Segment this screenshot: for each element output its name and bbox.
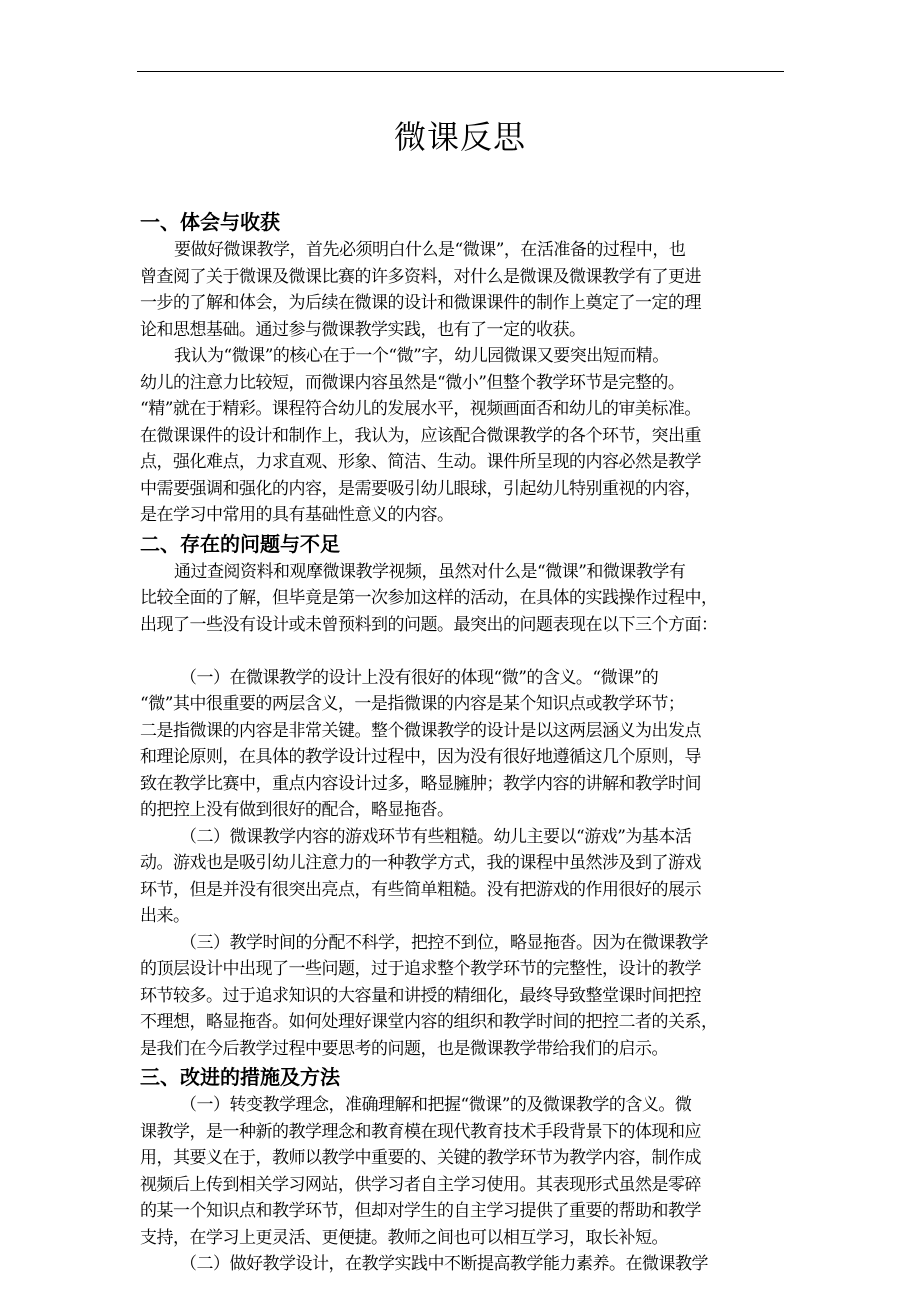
paragraph-line: 二是指微课的内容是非常关键。整个微课教学的设计是以这两层涵义为出发点 xyxy=(140,720,701,741)
paragraph-line: 致在教学比赛中，重点内容设计过多，略显臃肿；教学内容的讲解和教学时间 xyxy=(140,773,701,794)
paragraph-line: 的某一个知识点和教学环节，但却对学生的自主学习提供了重要的帮助和教学 xyxy=(140,1201,701,1221)
paragraph-line: （二）微课教学内容的游戏环节有些粗糙。幼儿主要以“游戏”为基本活 xyxy=(180,826,692,847)
paragraph-line: “微”其中很重要的两层含义，一是指微课的内容是某个知识点或教学环节； xyxy=(140,694,685,714)
paragraph-line: （三）教学时间的分配不科学，把控不到位，略显拖沓。因为在微课教学 xyxy=(180,932,708,953)
paragraph-line: 的把控上没有做到很好的配合，略显拖沓。 xyxy=(140,800,454,820)
paragraph-line: 幼儿的注意力比较短，而微课内容虽然是“微小”但整个教学环节是完整的。 xyxy=(140,372,685,393)
paragraph-line: 通过查阅资料和观摩微课教学视频，虽然对什么是“微课”和微课教学有 xyxy=(174,561,686,582)
paragraph-line: 我认为“微课”的核心在于一个“微”字，幼儿园微课又要突出短而精。 xyxy=(174,346,669,366)
paragraph-line: 要做好微课教学，首先必须明白什么是“微课”，在活准备的过程中，也 xyxy=(174,240,686,260)
paragraph-line: 点，强化难点，力求直观、形象、简洁、生动。课件所呈现的内容必然是教学 xyxy=(140,452,701,472)
paragraph-line: 的顶层设计中出现了一些问题，过于追求整个教学环节的完整性，设计的教学 xyxy=(140,959,701,979)
paragraph-line: 论和思想基础。通过参与微课教学实践，也有了一定的收获。 xyxy=(140,319,586,340)
paragraph-line: （二）做好教学设计，在教学实践中不断提高教学能力素养。在微课教学 xyxy=(180,1254,708,1274)
paragraph-line: 在微课课件的设计和制作上，我认为，应该配合微课教学的各个环节，突出重 xyxy=(140,425,701,446)
paragraph-line: 出现了一些没有设计或未曾预料到的问题。最突出的问题表现在以下三个方面： xyxy=(140,614,718,635)
paragraph-line: （一）转变教学理念，准确理解和把握“微课”的及微课教学的含义。微 xyxy=(180,1095,692,1115)
paragraph-line: 课教学，是一种新的教学理念和教育模在现代教育技术手段背景下的体现和应 xyxy=(140,1121,701,1142)
paragraph-line: 比较全面的了解，但毕竟是第一次参加这样的活动，在具体的实践操作过程中， xyxy=(140,588,718,608)
paragraph-line: 中需要强调和强化的内容，是需要吸引幼儿眼球，引起幼儿特别重视的内容， xyxy=(140,478,701,499)
paragraph-line: 动。游戏也是吸引幼儿注意力的一种教学方式，我的课程中虽然涉及到了游戏 xyxy=(140,853,701,873)
paragraph-line: 环节，但是并没有很突出亮点，有些简单粗糙。没有把游戏的作用很好的展示 xyxy=(140,879,701,900)
paragraph-line: “精”就在于精彩。课程符合幼儿的发展水平，视频画面否和幼儿的审美标准。 xyxy=(140,399,701,419)
paragraph-line: 不理想，略显拖沓。如何处理好课堂内容的组织和教学时间的把控二者的关系， xyxy=(140,1012,718,1032)
document-title: 微课反思 xyxy=(393,118,526,156)
header-rule xyxy=(137,71,784,72)
section-heading: 三、改进的措施及方法 xyxy=(140,1065,340,1089)
paragraph-line: 是我们在今后教学过程中要思考的问题，也是微课教学带给我们的启示。 xyxy=(140,1038,668,1059)
paragraph-line: 是在学习中常用的具有基础性意义的内容。 xyxy=(140,505,454,525)
paragraph-line: 用，其要义在于，教师以教学中重要的、关键的教学环节为教学内容，制作成 xyxy=(140,1148,701,1168)
paragraph-line: 和理论原则，在具体的教学设计过程中，因为没有很好地遵循这几个原则，导 xyxy=(140,747,701,767)
paragraph-line: 视频后上传到相关学习网站，供学习者自主学习使用。其表现形式虽然是零碎 xyxy=(140,1174,701,1195)
paragraph-line: （一）在微课教学的设计上没有很好的体现“微”的含义。“微课”的 xyxy=(180,667,659,688)
paragraph-line: 环节较多。过于追求知识的大容量和讲授的精细化，最终导致整堂课时间把控 xyxy=(140,985,701,1006)
paragraph-line: 一步的了解和体会，为后续在微课的设计和微课课件的制作上奠定了一定的理 xyxy=(140,293,701,313)
document-body xyxy=(140,207,795,1278)
paragraph-line: 出来。 xyxy=(140,906,190,926)
blank-line xyxy=(140,638,795,665)
section-heading: 二、存在的问题与不足 xyxy=(140,531,340,556)
paragraph-line: 支持，在学习上更灵活、更便捷。教师之间也可以相互学习，取长补短。 xyxy=(140,1227,668,1248)
section-heading: 一、体会与收获 xyxy=(140,210,280,234)
paragraph-line: 曾查阅了关于微课及微课比赛的许多资料，对什么是微课及微课教学有了更进 xyxy=(140,266,701,287)
